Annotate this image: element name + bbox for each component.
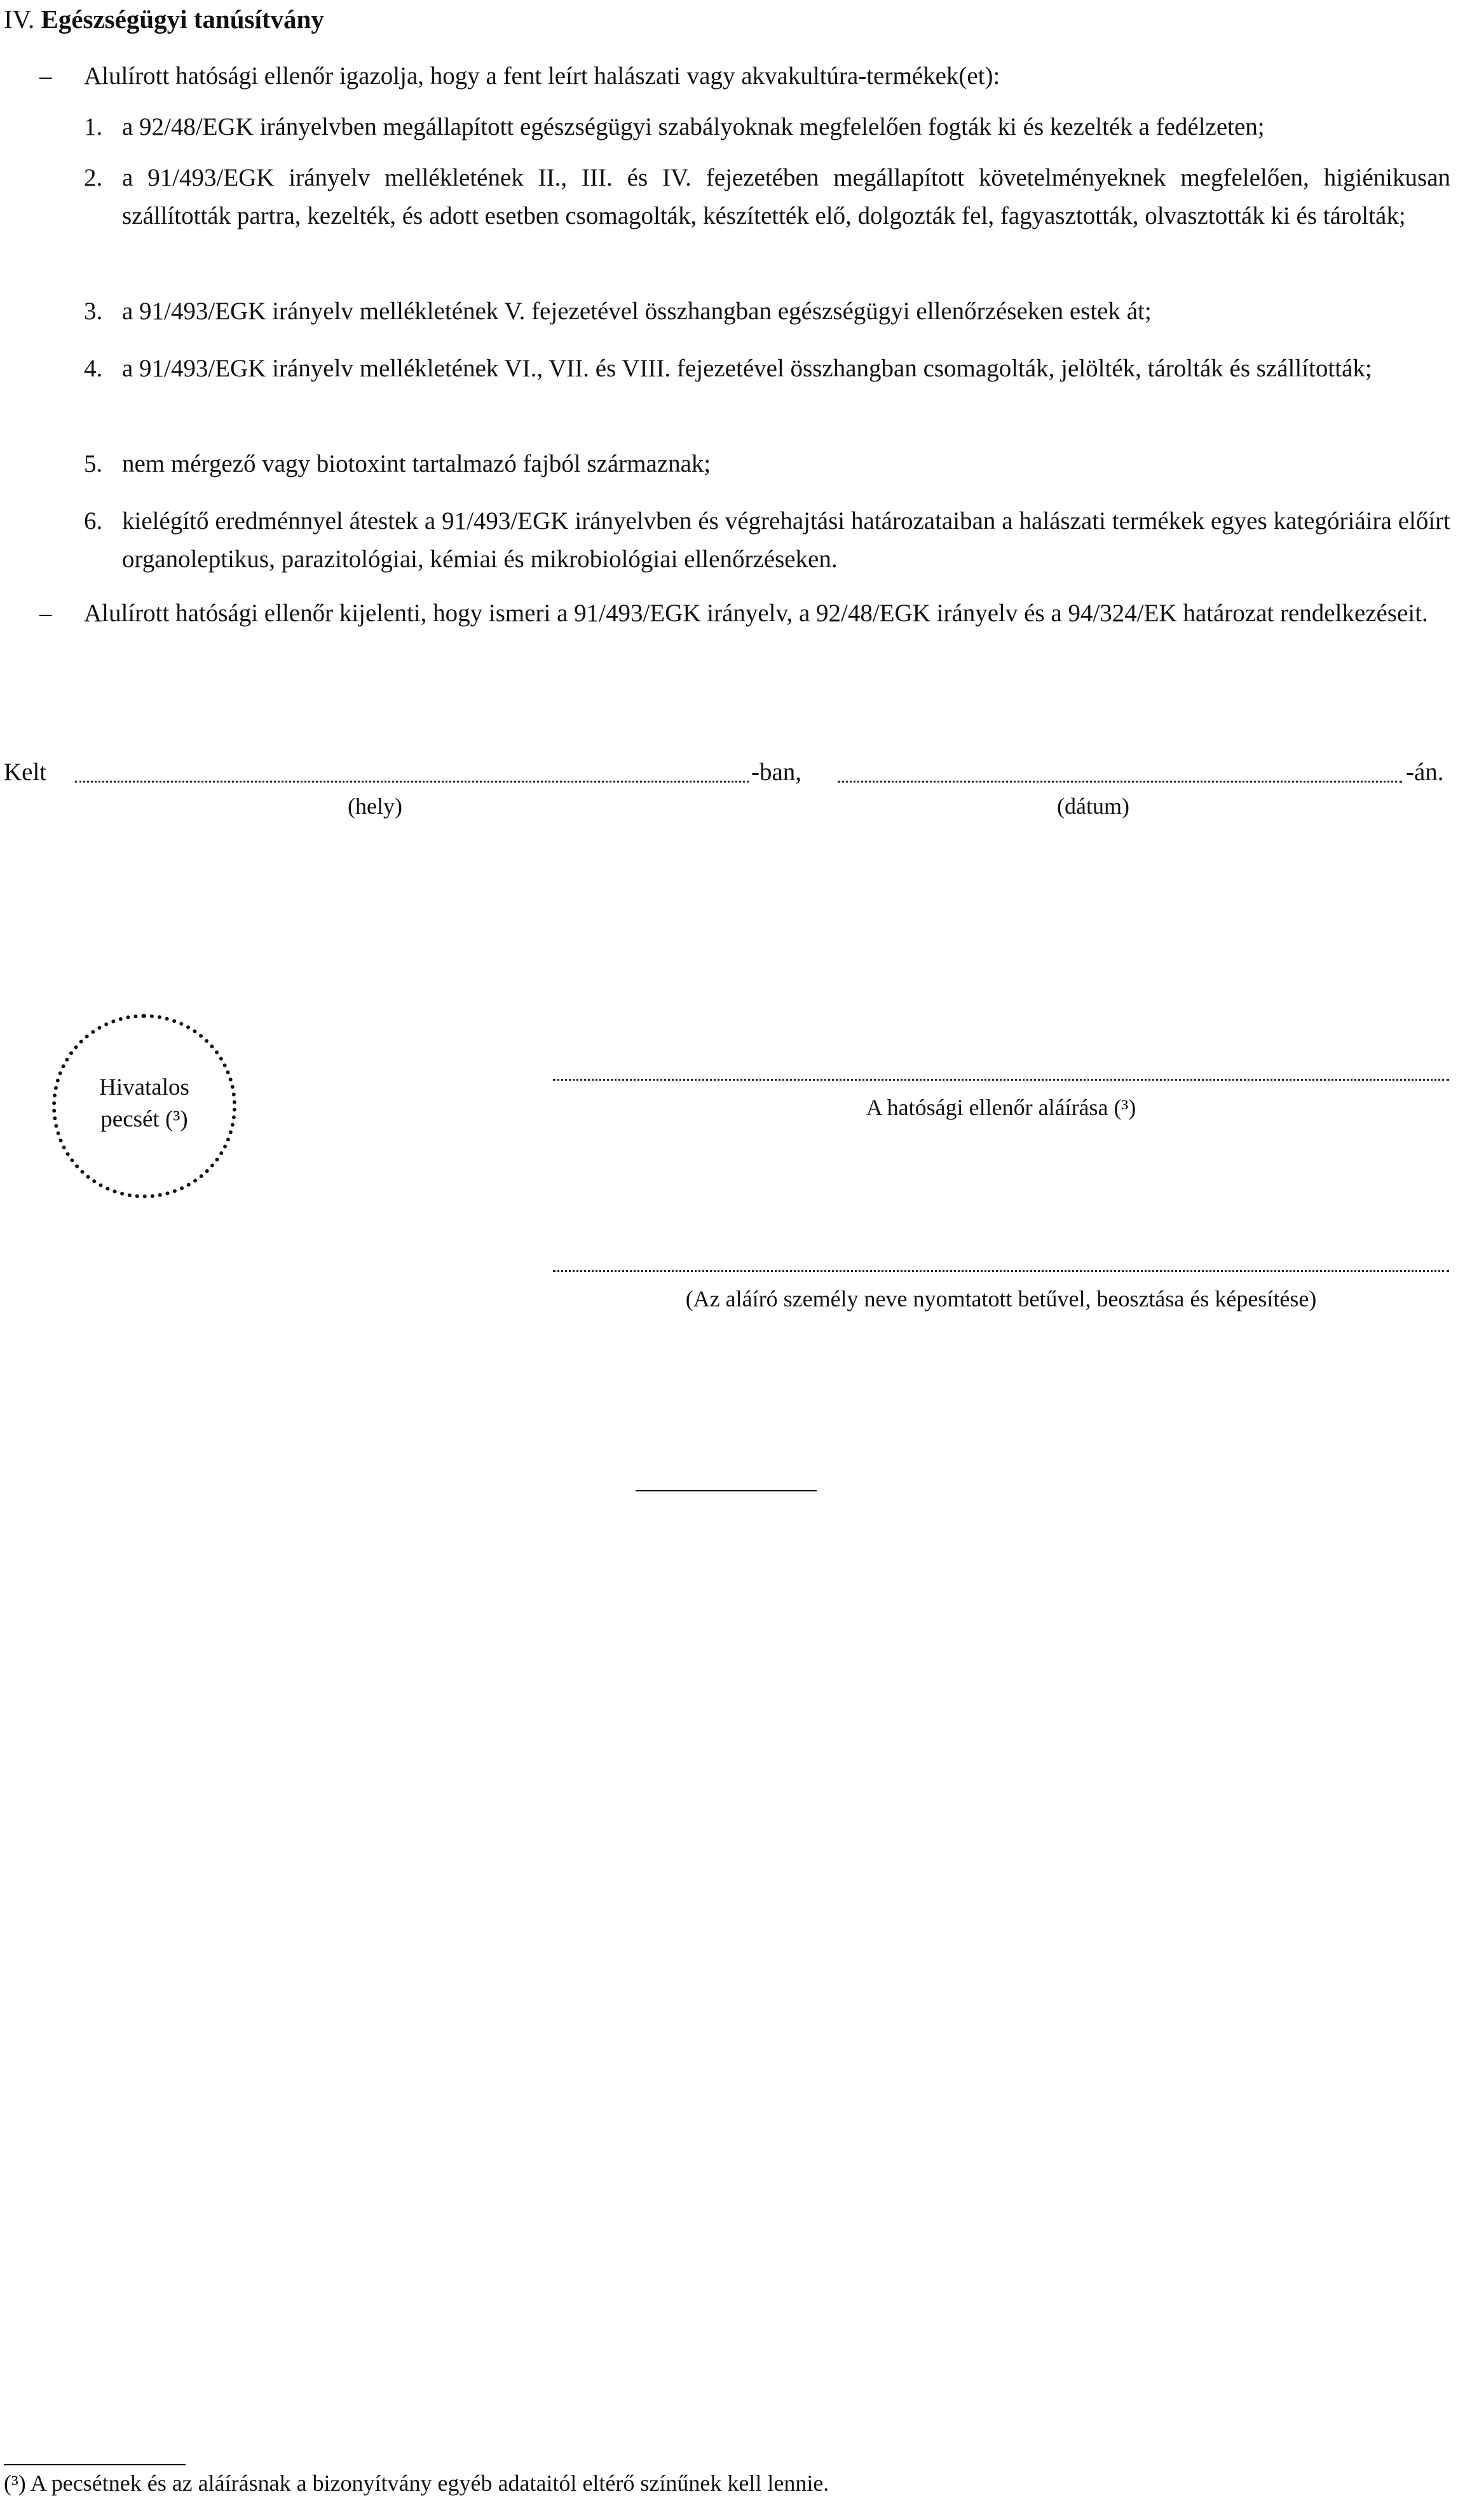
footnote-ref: (³) (4, 2470, 26, 2496)
footnote (4, 2467, 829, 2500)
place-field[interactable] (75, 781, 749, 783)
stamp-footnote-ref: (³) (165, 1106, 188, 1132)
section-title: Egészségügyi tanúsítvány (41, 4, 324, 34)
item-number: 3. (84, 298, 103, 325)
footnote-text: A pecsétnek és az aláírásnak a bizonyítvány egyéb adataitól eltérő színűnek kell lennie. (30, 2470, 829, 2496)
declaration-paragraph (39, 594, 1450, 633)
signature-label-row (553, 1088, 1449, 1126)
list-item (84, 502, 1450, 579)
signer-name-label: (Az aláíró személy neve nyomtatott betűvel, beosztása és képesítése) (685, 1286, 1317, 1311)
list-item (84, 350, 1450, 388)
item-text: a 91/493/EGK irányelv mellékletének V. fejezetével összhangban egészségügyi ellenőrzéseken estek át; (122, 298, 1152, 325)
item-number: 2. (84, 164, 103, 191)
signature-field[interactable] (553, 1079, 1449, 1081)
item-number: 1. (84, 113, 103, 140)
stamp-line2: pecsét (100, 1106, 160, 1132)
item-number: 6. (84, 507, 103, 535)
item-number: 5. (84, 450, 103, 477)
intro-dash: – (39, 62, 52, 90)
place-label: (hely) (348, 793, 402, 819)
intro-paragraph (39, 57, 1450, 95)
an-suffix: -án. (1406, 758, 1444, 786)
item-text: a 91/493/EGK irányelv mellékletének II., III. és IV. fejezetében megállapított követelményeknek megfelelően, higiénikusan szállították partra, kezelték, és adott esetben csomagolták, készítették elő, dolgozták fel, fagyasztották, olvasztották ki és tárolták; (122, 164, 1450, 229)
item-number: 4. (84, 355, 103, 382)
item-text: a 92/48/EGK irányelvben megállapított egészségügyi szabályoknak megfelelően fogták ki és kezelték a fedélzeten; (122, 113, 1265, 140)
item-text: kielégítő eredménnyel átestek a 91/493/EGK irányelvben és végrehajtási határozataiban a halászati termékek egyes kategóriáira előírt organoleptikus, parazitológiai, kémiai és mikrobiológiai ellenőrzéseken. (122, 507, 1450, 573)
intro-text: Alulírott hatósági ellenőr igazolja, hogy a fent leírt halászati vagy akvakultúra-termékek(et): (84, 62, 1000, 90)
footnote-rule (4, 2464, 186, 2465)
section-number: IV. (4, 4, 35, 34)
ban-suffix: -ban, (751, 758, 802, 786)
section-heading (4, 0, 324, 38)
official-stamp-circle (52, 1014, 236, 1198)
list-item (84, 108, 1450, 146)
stamp-line1: Hivatalos (99, 1074, 189, 1100)
declaration-text: Alulírott hatósági ellenőr kijelenti, hogy ismeri a 91/493/EGK irányelv, a 92/48/EGK irányelv és a 94/324/EK határozat rendelkezéseit. (84, 599, 1428, 627)
item-text: a 91/493/EGK irányelv mellékletének VI., VII. és VIII. fejezetével összhangban csomagolták, jelölték, tárolták és szállították; (122, 355, 1372, 382)
end-separator (636, 1490, 817, 1491)
date-field[interactable] (838, 781, 1402, 783)
signature-label: A hatósági ellenőr aláírása (866, 1095, 1108, 1120)
signature-footnote-ref: (³) (1114, 1095, 1136, 1120)
date-label: (dátum) (1057, 793, 1129, 819)
kelt-label: Kelt (4, 758, 47, 786)
list-item (84, 292, 1450, 331)
declaration-dash: – (39, 599, 52, 627)
list-item (84, 445, 1450, 483)
signer-name-field[interactable] (553, 1270, 1449, 1272)
item-text: nem mérgező vagy biotoxint tartalmazó fajból származnak; (122, 450, 711, 477)
list-item (84, 159, 1450, 235)
